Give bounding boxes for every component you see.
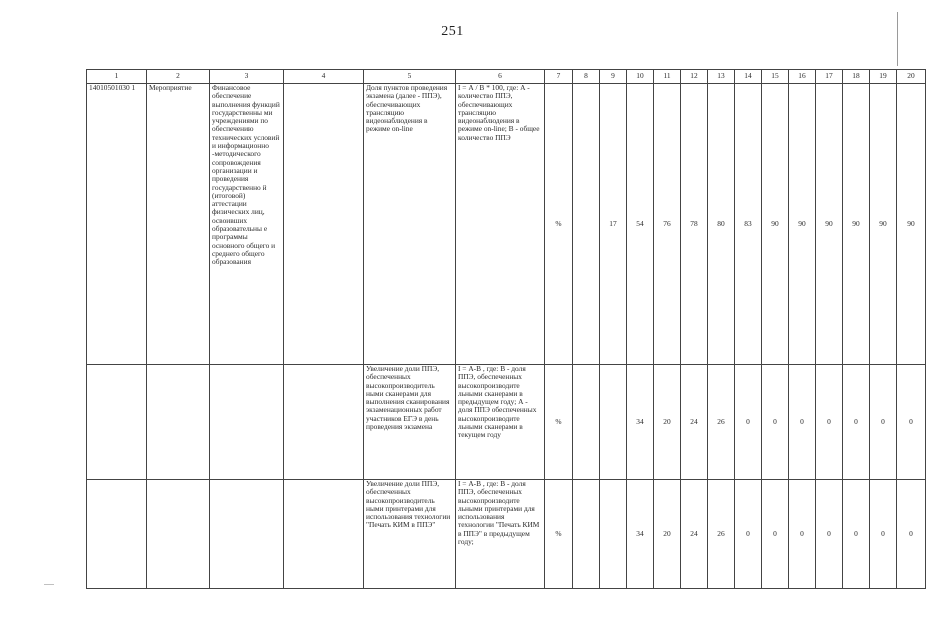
column-header: 18 [843, 70, 870, 84]
column-header: 19 [870, 70, 897, 84]
value-cell: 0 [816, 480, 843, 589]
value-cell: 80 [708, 84, 735, 365]
row-col4 [284, 480, 364, 589]
value-cell: 0 [897, 480, 926, 589]
column-header: 2 [147, 70, 210, 84]
column-header: 3 [210, 70, 284, 84]
value-cell: 0 [735, 365, 762, 480]
cell-text: I = А-В , где: В - доля ППЭ, обеспеченных высокопроизводите льными сканерами в предыдущем году; А - доля ППЭ обеспеченных высокопроизводите льными сканерами в текущем году [458, 364, 537, 440]
row-col4 [284, 365, 364, 480]
value-cell: 90 [843, 84, 870, 365]
row-unit: % [545, 480, 573, 589]
row-unit: % [545, 365, 573, 480]
column-header: 20 [897, 70, 926, 84]
value-cell: 34 [627, 480, 654, 589]
value-cell: 26 [708, 480, 735, 589]
value-cell: 24 [681, 365, 708, 480]
value-cell: 0 [789, 480, 816, 589]
value-cell: 0 [762, 480, 789, 589]
column-header: 13 [708, 70, 735, 84]
value-cell: 90 [870, 84, 897, 365]
column-header: 1 [87, 70, 147, 84]
value-cell: 20 [654, 365, 681, 480]
row-formula: I = А / В * 100, где: А - количество ППЭ, обеспечивающих трансляцию видеонаблюдения в режиме on-line; В - общее количество ППЭ [456, 84, 545, 365]
row-code [87, 84, 147, 365]
column-header: 6 [456, 70, 545, 84]
value-cell: 0 [789, 365, 816, 480]
cell-text: Финансовое обеспечение выполнения функций государственны ми учреждениями по обеспечению технических условий и информационно -методического сопровождения организации и проведения государственно й (итоговой) аттестации физических лиц, освоивших образовательны е программы основного общего и среднего общего образования [212, 83, 280, 267]
value-cell [600, 480, 627, 589]
column-header: 15 [762, 70, 789, 84]
page-number: 251 [441, 24, 464, 39]
row-col4 [284, 84, 364, 365]
column-header: 4 [284, 70, 364, 84]
scan-edge-line [897, 12, 898, 66]
value-cell: 0 [870, 480, 897, 589]
row-col8 [573, 480, 600, 589]
value-cell: 34 [627, 365, 654, 480]
value-cell: 0 [843, 480, 870, 589]
table-row [87, 480, 926, 589]
cell-text: Увеличение доли ППЭ, обеспеченных высокопроизводитель ными сканерами для выполнения сканирования экзаменационных работ участников ЕГЭ в день проведения экзамена [366, 364, 450, 432]
cell-text: 14010501030 1 [89, 83, 136, 92]
column-number-header [87, 70, 926, 84]
column-header: 7 [545, 70, 573, 84]
row-indicator: Доля пунктов проведения экзамена (далее - ППЭ), обеспечивающих трансляцию видеонаблюдения в режиме on-line [364, 84, 456, 365]
column-header: 9 [600, 70, 627, 84]
row-indicator [364, 480, 456, 589]
row-indicator [364, 365, 456, 480]
cell-text: I = А-В , где: В - доля ППЭ, обеспеченных высокопроизводите льными принтерами для использования технологии "Печать КИМ в ППЭ" в предыдущем году; [458, 479, 540, 547]
row-formula [456, 365, 545, 480]
column-header: 8 [573, 70, 600, 84]
value-cell: 90 [816, 84, 843, 365]
row-col8 [573, 84, 600, 365]
row-formula [456, 480, 545, 589]
table-row [87, 365, 926, 480]
value-cell: 26 [708, 365, 735, 480]
value-cell: 20 [654, 480, 681, 589]
value-cell: 0 [897, 365, 926, 480]
column-header: 16 [789, 70, 816, 84]
table-row [87, 84, 926, 365]
value-cell: 78 [681, 84, 708, 365]
row-type: Мероприятие [147, 84, 210, 365]
value-cell: 0 [816, 365, 843, 480]
value-cell [600, 365, 627, 480]
row-type [147, 480, 210, 589]
column-header: 5 [364, 70, 456, 84]
value-cell: 24 [681, 480, 708, 589]
value-cell: 90 [897, 84, 926, 365]
column-header: 11 [654, 70, 681, 84]
row-unit: % [545, 84, 573, 365]
row-name [210, 84, 284, 365]
value-cell: 90 [762, 84, 789, 365]
column-header: 10 [627, 70, 654, 84]
value-cell: 76 [654, 84, 681, 365]
value-cell: 0 [843, 365, 870, 480]
indicators-table [86, 69, 926, 589]
row-type [147, 365, 210, 480]
value-cell: 83 [735, 84, 762, 365]
row-code [87, 365, 147, 480]
value-cell: 17 [600, 84, 627, 365]
column-header: 14 [735, 70, 762, 84]
value-cell: 0 [870, 365, 897, 480]
scan-mark [44, 584, 54, 585]
row-name [210, 365, 284, 480]
cell-text: Увеличение доли ППЭ, обеспеченных высокопроизводитель ными принтерами для использования технологии "Печать КИМ в ППЭ" [366, 479, 451, 530]
row-code [87, 480, 147, 589]
value-cell: 0 [735, 480, 762, 589]
value-cell: 54 [627, 84, 654, 365]
row-name [210, 480, 284, 589]
value-cell: 0 [762, 365, 789, 480]
column-header: 12 [681, 70, 708, 84]
row-col8 [573, 365, 600, 480]
value-cell: 90 [789, 84, 816, 365]
column-header: 17 [816, 70, 843, 84]
